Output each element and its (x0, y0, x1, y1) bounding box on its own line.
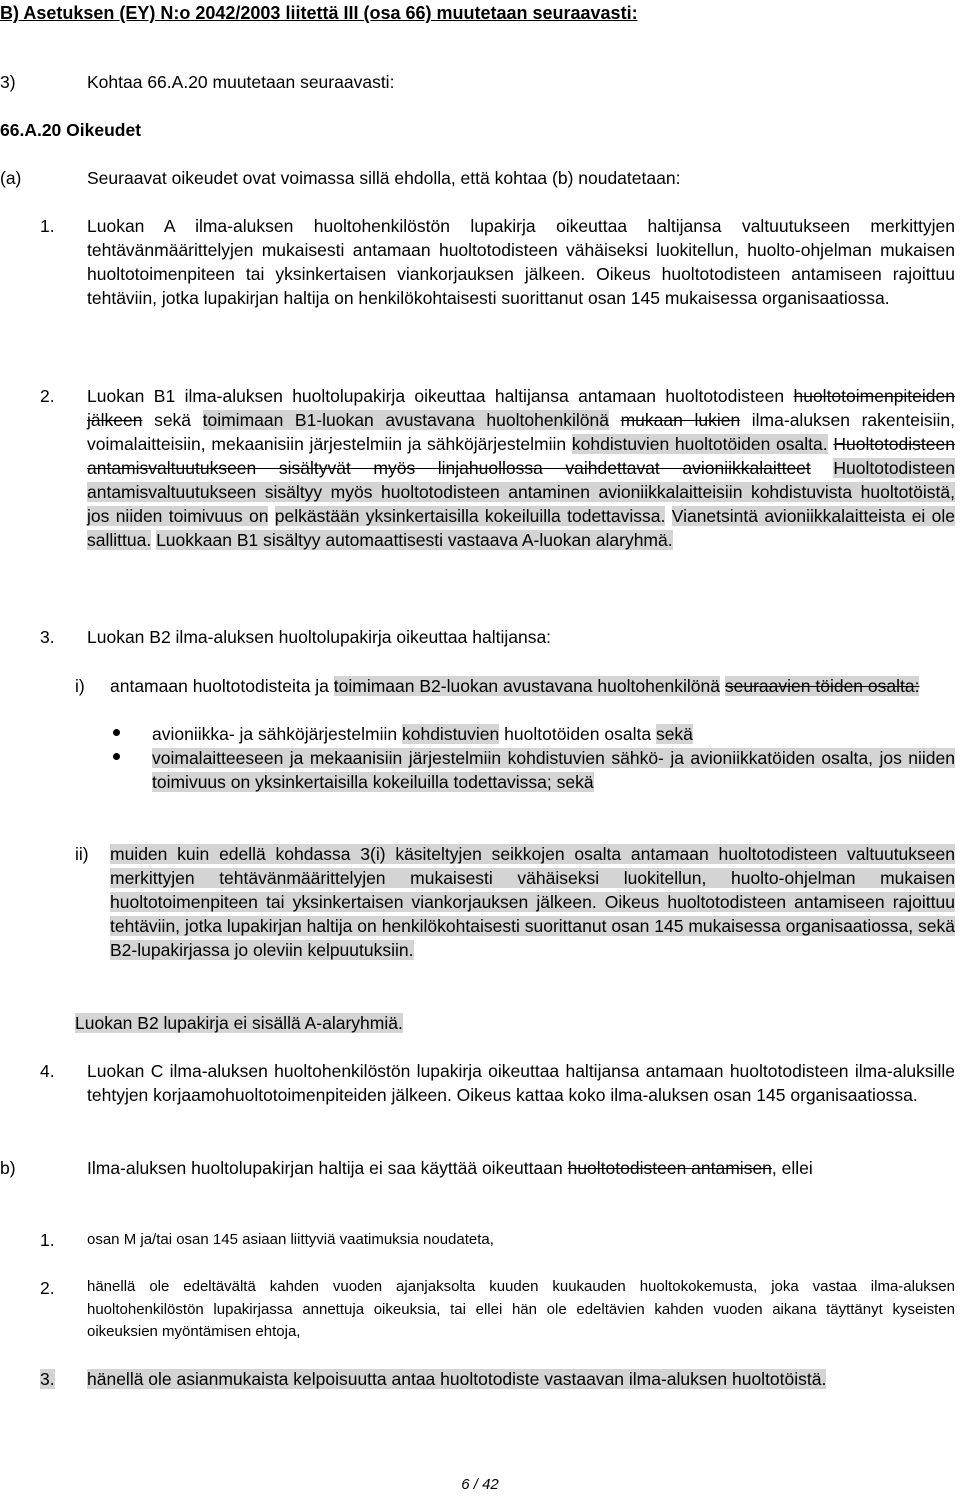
text-segment: huoltotöiden osalta (504, 724, 652, 744)
item-text (87, 384, 955, 552)
inserted-text: Luokan B2 lupakirja ei sisällä A-alaryhmiä. (75, 1013, 403, 1033)
item-text: osan M ja/tai osan 145 asiaan liittyviä vaatimuksia noudateta, (87, 1231, 494, 1248)
text-segment: antamaan huoltotodisteita ja (110, 676, 329, 696)
paragraph-label: b) (0, 1158, 16, 1178)
item-text: Kohtaa 66.A.20 muutetaan seuraavasti: (87, 72, 395, 92)
item-number: 3. (40, 627, 55, 647)
bullet-icon (113, 729, 120, 736)
inserted-text: Huoltotodisteen antamisvaltuutukseen sisältyy myös huoltotodisteen antaminen avioniikkalaitteisiin kohdistuvista huoltotöistä, jos niiden toimivuus on (87, 458, 955, 526)
item-text: Luokan C ilma-aluksen huoltohenkilöstön lupakirja oikeuttaa haltijansa antamaan huoltotodisteen ilma-aluksille tehtyjen korjaamohuoltotoimenpiteiden jälkeen. Oikeus kattaa koko ilma-aluksen osan 145 organisaatiossa. (87, 1061, 955, 1105)
text-segment: , ellei (771, 1158, 813, 1178)
item-number: 1. (40, 216, 55, 236)
paragraph-text (87, 1156, 955, 1180)
inserted-text: voimalaitteeseen ja mekaanisiin järjestelmiin kohdistuvien sähkö- ja avioniikkatöiden osalta, jos niiden toimivuus on yksinkertaisilla kokeiluilla todettavissa; sekä (152, 748, 955, 792)
inserted-text: muiden kuin edellä kohdassa 3(i) käsiteltyjen seikkojen osalta antamaan huoltotodisteen valtuutukseen merkittyjen tehtävänmäärittelyjen mukaisesti vähäiseksi luokitellun, huolto-ohjelman mukaisen huoltotoimenpiteen tai yksinkertaisen viankorjauksen jälkeen. Oikeus huoltotodisteen antamiseen rajoittuu tehtäviin, jotka lupakirjan haltija on henkilökohtaisesti suorittanut osan 145 mukaisessa organisaatiossa, sekä B2-lupakirjassa jo oleviin kelpuutuksiin. (110, 844, 955, 960)
text-segment: Ilma-aluksen huoltolupakirjan haltija ei saa käyttää oikeuttaan (87, 1158, 563, 1178)
item-number: 2. (40, 386, 55, 406)
item-text (87, 1367, 955, 1391)
inserted-text: toimimaan B1-luokan avustavana huoltohenkilönä (202, 410, 610, 430)
subitem-text (110, 842, 955, 962)
bullet-text (152, 722, 693, 746)
item-number: 2. (40, 1278, 55, 1298)
inserted-text: pelkästään yksinkertaisilla kokeiluilla todettavissa. (274, 506, 666, 526)
deleted-text: Huoltotodisteen antamisvaltuutukseen sisältyvät myös linjahuollossa vaihdettavat avioniikkalaitteet (87, 434, 955, 478)
item-number: 1. (40, 1230, 55, 1250)
paragraph-label: (a) (0, 168, 22, 188)
text-segment: avioniikka- ja sähköjärjestelmiin (152, 724, 398, 744)
item-text: Luokan A ilma-aluksen huoltohenkilöstön lupakirja oikeuttaa haltijansa valtuutukseen merkittyjen tehtävänmäärittelyjen mukaisesti antamaan huoltotodisteen vähäiseksi luokitellun, huolto-ohjelman mukaisen huoltotoimenpiteen tai yksinkertaisen viankorjauksen jälkeen. Oikeus huoltotodisteen antamiseen rajoittuu tehtäviin, jotka lupakirjan haltija on henkilökohtaisesti suorittanut osan 145 mukaisessa organisaatiossa. (87, 216, 955, 308)
note-text (75, 1011, 403, 1035)
inserted-text: Luokkaan B1 sisältyy automaattisesti vastaava A-luokan alaryhmä. (156, 530, 673, 550)
item-text: hänellä ole edeltävältä kahden vuoden ajanjaksolta kuuden kuukauden huoltokokemusta, joka vastaa ilma-aluksen huoltohenkilöstön lupakirjassa annettuja oikeuksia, tai ellei hän ole edeltävien kahden vuoden aikana täyttänyt kyseisten oikeuksien myöntämisen ehtoja, (87, 1278, 955, 1340)
inserted-text: toimimaan B2-luokan avustavana huoltohenkilönä (333, 676, 721, 696)
bullet-text (152, 746, 955, 794)
page-number: 6 / 42 (461, 1476, 499, 1493)
item-text: Luokan B2 ilma-aluksen huoltolupakirja oikeuttaa haltijansa: (87, 627, 552, 647)
text-segment: sekä (154, 410, 192, 430)
text-segment: ilma-aluksen rakenteisiin, voimalaitteisiin, mekaanisiin järjestelmiin ja sähköjärjestelmiin (87, 410, 955, 454)
inserted-text: sekä (655, 724, 693, 744)
deleted-text: huoltotoimenpiteiden jälkeen (87, 386, 955, 430)
subitem-text (110, 674, 955, 698)
item-number: 4. (40, 1061, 55, 1081)
document-title: B) Asetuksen (EY) N:o 2042/2003 liitettä III (osa 66) muutetaan seuraavasti: (0, 3, 638, 23)
subitem-label: i) (75, 676, 85, 696)
inserted-text: 3. (40, 1369, 55, 1389)
item-number (40, 1367, 55, 1391)
bullet-icon (113, 753, 120, 760)
section-heading: 66.A.20 Oikeudet (0, 120, 142, 140)
inserted-text: hänellä ole asianmukaista kelpoisuutta antaa huoltotodiste vastaavan ilma-aluksen huoltotöistä. (87, 1369, 827, 1389)
text-segment: Luokan B1 ilma-aluksen huoltolupakirja oikeuttaa haltijansa antamaan huoltotodisteen (87, 386, 785, 406)
inserted-text: Vianetsintä avioniikkalaitteista ei ole sallittua. (87, 506, 955, 550)
item-number: 3) (0, 72, 16, 92)
subitem-label: ii) (75, 844, 89, 864)
deleted-text: huoltotodisteen antamisen (567, 1158, 772, 1178)
inserted-text: kohdistuvien (401, 724, 500, 744)
inserted-text: kohdistuvien huoltotöiden osalta. (571, 434, 828, 454)
deleted-text: seuraavien töiden osalta: (724, 676, 920, 696)
deleted-text: mukaan lukien (620, 410, 741, 430)
paragraph-text: Seuraavat oikeudet ovat voimassa sillä ehdolla, että kohtaa (b) noudatetaan: (87, 168, 681, 188)
